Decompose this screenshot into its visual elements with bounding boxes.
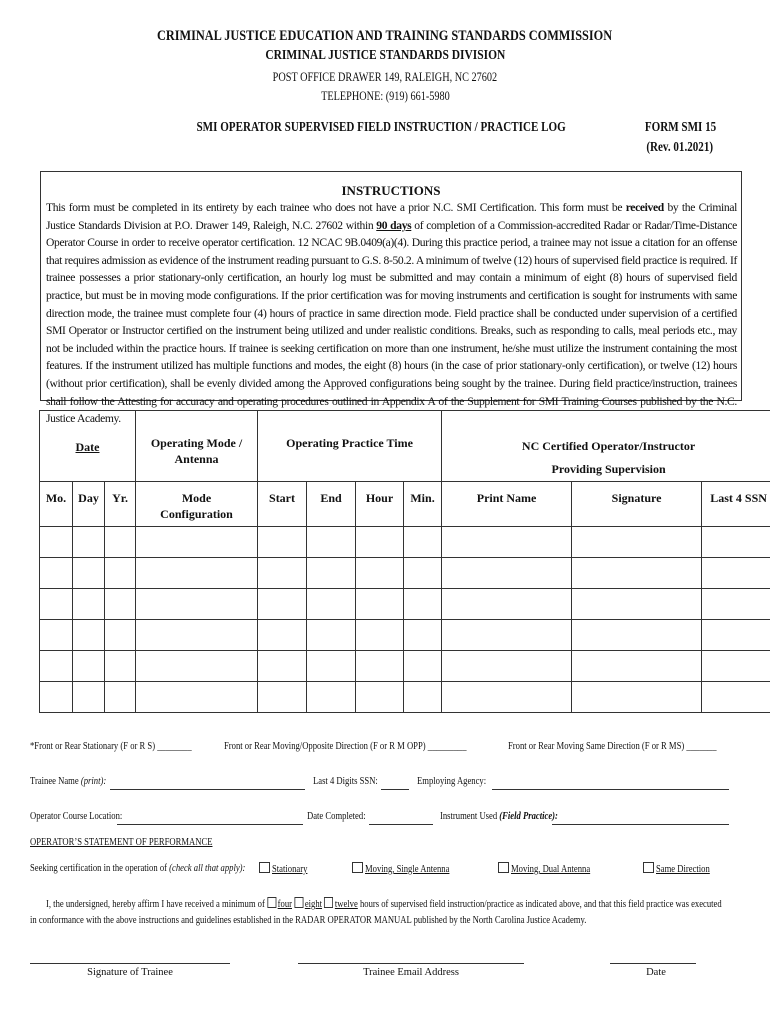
instrument-used-label: Instrument Used (Field Practice):: [440, 811, 558, 822]
checkbox-icon[interactable]: [352, 862, 363, 873]
last4-ssn-label: Last 4 Digits SSN:: [313, 776, 378, 787]
legend-same-direction: Front or Rear Moving Same Direction (F or R MS) _______: [508, 741, 717, 752]
employing-agency-label: Employing Agency:: [417, 776, 487, 787]
checkbox-moving-dual[interactable]: Moving, Dual Antenna: [498, 862, 608, 875]
affirmation-line2: in conformance with the above instructions and guidelines established in the RADAR OPERATOR MANUAL published by the North Carolina Justice Academy.: [30, 915, 587, 926]
form-title: SMI OPERATOR SUPERVISED FIELD INSTRUCTION / PRACTICE LOG: [196, 119, 566, 134]
operating-mode-header: Operating Mode / Antenna: [136, 411, 258, 482]
col-mode: Mode Configuration: [136, 482, 258, 527]
trainee-name-label: Trainee Name (print):: [30, 776, 107, 787]
col-print-name: Print Name: [442, 482, 572, 527]
trainee-email-label: Trainee Email Address: [363, 967, 459, 978]
checkbox-icon[interactable]: [498, 862, 509, 873]
table-row: [40, 651, 770, 682]
table-row: [40, 527, 770, 558]
table-row: [40, 620, 770, 651]
checkbox-moving-single[interactable]: Moving, Single Antenna: [352, 862, 468, 875]
col-signature: Signature: [572, 482, 702, 527]
table-row: [40, 682, 770, 713]
date-label: Date: [646, 967, 666, 978]
col-last4-ssn: Last 4 SSN: [702, 482, 770, 527]
seeking-certification-label: Seeking certification in the operation of (check all that apply):: [30, 863, 246, 874]
trainee-email-line[interactable]: [298, 963, 524, 964]
date-completed-label: Date Completed:: [307, 811, 366, 822]
form-number: FORM SMI 15: [644, 119, 716, 134]
checkbox-same-direction[interactable]: Same Direction: [643, 862, 722, 875]
course-location-field[interactable]: [117, 824, 303, 825]
instructions-box: [40, 171, 742, 426]
form-revision: (Rev. 01.2021): [646, 139, 714, 154]
affirmation-line1: I, the undersigned, hereby affirm I have received a minimum of four eight twelve hours of supervised field instruction/practice as indicated above, and that this field practice was executed: [46, 899, 722, 910]
col-min: Min.: [404, 482, 442, 527]
practice-log-table: [39, 410, 770, 713]
operating-time-header: Operating Practice Time: [258, 411, 442, 482]
checkbox-four[interactable]: [267, 897, 276, 908]
date-completed-field[interactable]: [369, 824, 433, 825]
instrument-used-field[interactable]: [552, 824, 729, 825]
checkbox-eight[interactable]: [294, 897, 303, 908]
col-hour: Hour: [356, 482, 404, 527]
instructions-heading: INSTRUCTIONS: [341, 183, 441, 198]
trainee-name-field[interactable]: [110, 789, 305, 790]
checkbox-icon[interactable]: [259, 862, 270, 873]
col-start: Start: [258, 482, 307, 527]
table-row: [40, 558, 770, 589]
instructions-text: This form must be completed in its entirety by each trainee who does not have a prior N.C. SMI Certification. This form must be received by the Criminal Justice Standards Division at P.O. Drawer 149, Raleigh, N.C. 27602 within 90 days of completion of a Commission-accredited Radar or Radar/Time-Distance Operator Course in order to receive operator certification. 12 NCAC 9B.0409(a)(4). During this practice period, a trainee may not issue a citation for an offense that requires admission as evidence of the instrument reading pursuant to G.S. 8-50.2. A minimum of twelve (12) hours of supervised field practice is required. If trainee possesses a prior stationary-only certification, an hourly log must be submitted and may contain a minimum of eight (8) hours of supervised field practice, but must be in moving mode configurations. If the prior certification was for moving instruments and certification is sought for instruments with same direction mode, the trainee must complete four (4) hours of practice in same direction mode. Field practice shall be conducted under supervision of a certified SMI Operator or Instructor certified on the instrument being utilized and under realistic conditions. Breaks, such as responding to calls, meal periods etc., may not be included within the practice hours. If trainee is seeking certification on more than one instrument, he/she must utilize the instrument containing the most features. If the instrument utilized has multiple functions and modes, the eight (8) hours (in the case of prior stationary-only certification), or twelve (12) hours (without prior certification), shall be evenly divided among the Approved configurations being sought by the trainee. During field practice/instruction, trainees shall follow the Attesting for accuracy and operating procedures outlined in Appendix A of the Supplement for SMI Training Courses published by the N.C. Justice Academy.: [46, 201, 737, 426]
trainee-signature-line[interactable]: [30, 963, 230, 964]
legend-stationary: *Front or Rear Stationary (F or R S) ________: [30, 741, 192, 752]
telephone: TELEPHONE: (919) 661-5980: [320, 89, 450, 103]
statement-heading: OPERATOR’S STATEMENT OF PERFORMANCE: [30, 837, 213, 848]
checkbox-icon[interactable]: [643, 862, 654, 873]
supervisor-header: NC Certified Operator/Instructor Providing Supervision: [442, 411, 770, 482]
col-end: End: [307, 482, 356, 527]
col-day: Day: [73, 482, 105, 527]
address: POST OFFICE DRAWER 149, RALEIGH, NC 27602: [272, 70, 498, 84]
legend-opposite: Front or Rear Moving/Opposite Direction (F or R M OPP) _________: [224, 741, 467, 752]
course-location-label: Operator Course Location:: [30, 811, 123, 822]
col-month: Mo.: [40, 482, 73, 527]
col-year: Yr.: [105, 482, 136, 527]
date-header: Date: [40, 411, 136, 482]
division-title: CRIMINAL JUSTICE STANDARDS DIVISION: [265, 48, 505, 63]
table-row: [40, 589, 770, 620]
date-line[interactable]: [610, 963, 696, 964]
checkbox-twelve[interactable]: [324, 897, 333, 908]
employing-agency-field[interactable]: [492, 789, 729, 790]
trainee-signature-label: Signature of Trainee: [87, 967, 173, 978]
commission-title: CRIMINAL JUSTICE EDUCATION AND TRAINING STANDARDS COMMISSION: [157, 28, 613, 44]
checkbox-stationary[interactable]: Stationary: [259, 862, 315, 875]
last4-ssn-field[interactable]: [381, 789, 409, 790]
